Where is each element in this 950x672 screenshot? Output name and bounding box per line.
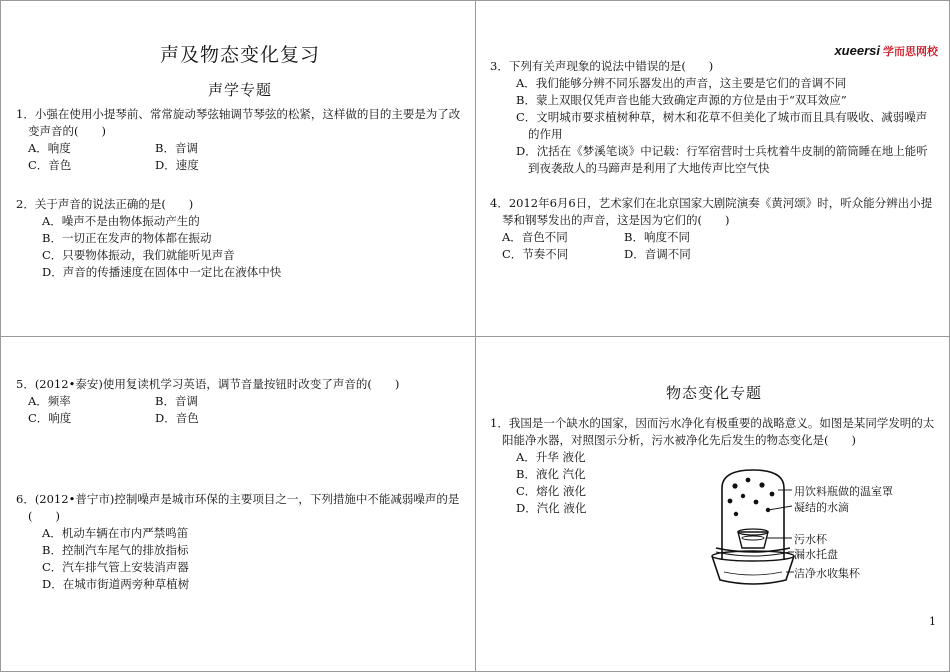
question-stem: 1．小强在使用小提琴前、常常旋动琴弦轴调节琴弦的松紧，这样做的目的主要是为了改变声音的( )	[16, 107, 461, 138]
question-stem: 4．2012年6月6日，艺术家们在北京国家大剧院演奏《黄河颂》时，听众能分辨出小提琴和钢琴发出的声音，这是因为它们的( )	[490, 196, 933, 227]
option-c: C．音色	[28, 158, 72, 172]
purifier-illustration	[708, 468, 798, 586]
option-b: B．控制汽车尾气的排放指标	[42, 543, 189, 557]
question-6	[16, 491, 464, 593]
slide-title: 声及物态变化复习	[159, 44, 320, 66]
option-c: C．熔化 液化	[516, 484, 586, 498]
option-c: C．只要物体振动，我们就能听见声音	[42, 248, 235, 262]
option-c: C．节奏不同	[502, 247, 569, 261]
option-a: A．噪声不是由物体振动产生的	[42, 214, 200, 228]
logo-text-cn: 学而思网校	[883, 46, 938, 58]
option-a: A．响度	[28, 141, 71, 155]
section-subtitle: 声学专题	[207, 81, 272, 99]
question-stem: 6．(2012•普宁市)控制噪声是城市环保的主要项目之一，下列措施中不能减弱噪声的是( )	[16, 492, 460, 523]
question-5	[16, 376, 464, 427]
question-1	[16, 106, 464, 174]
option-d: D．音色	[155, 411, 199, 425]
question-stem: 2．关于声音的说法正确的是( )	[16, 197, 194, 211]
question-stem: 5．(2012•泰安)使用复读机学习英语，调节音量按钮时改变了声音的( )	[16, 377, 400, 391]
option-b: B．音调	[155, 394, 198, 408]
page-number: 1	[929, 615, 936, 628]
option-a: A．我们能够分辨不同乐器发出的声音，这主要是它们的音调不同	[516, 76, 847, 90]
slide-1	[16, 40, 464, 281]
section-subtitle: 物态变化专题	[665, 384, 762, 402]
option-d: D．声音的传播速度在固体中一定比在液体中快	[42, 265, 282, 279]
option-d: D．汽化 液化	[516, 501, 587, 515]
question-stem: 3．下列有关声现象的说法中错误的是( )	[490, 59, 714, 73]
slide-2	[490, 58, 938, 263]
option-b: B．液化 汽化	[516, 467, 586, 481]
option-a: A．频率	[28, 394, 71, 408]
solar-purifier-diagram	[708, 468, 938, 586]
option-b: B．一切正在发声的物体都在振动	[42, 231, 212, 245]
option-c: C．文明城市要求植树种草，树木和花草不但美化了城市而且具有吸收、减弱噪声的作用	[516, 110, 928, 141]
question-2	[16, 196, 464, 281]
option-a: A．机动车辆在市内严禁鸣笛	[42, 526, 189, 540]
option-a: A．音色不同	[502, 230, 568, 244]
option-c: C．响度	[28, 411, 72, 425]
option-d: D．速度	[155, 158, 199, 172]
option-c: C．汽车排气管上安装消声器	[42, 560, 189, 574]
option-b: B．响度不同	[624, 230, 690, 244]
slide-3	[16, 376, 464, 593]
label-greenhouse-cover: 用饮料瓶做的温室罩	[794, 485, 893, 498]
horizontal-divider	[0, 336, 950, 337]
option-d: D．在城市街道两旁种草植树	[42, 577, 190, 591]
label-condensed-droplets: 凝结的水滴	[794, 501, 849, 514]
option-d: D．音调不同	[624, 247, 691, 261]
label-drip-tray: 漏水托盘	[794, 548, 838, 561]
option-b: B．音调	[155, 141, 198, 155]
option-b: B．蒙上双眼仅凭声音也能大致确定声源的方位是由于“双耳效应”	[516, 93, 847, 107]
question-4	[490, 195, 938, 263]
option-d: D．沈括在《梦溪笔谈》中记载：行军宿营时士兵枕着牛皮制的箭筒睡在地上能听到夜袭敌人的马蹄声是利用了大地传声比空气快	[516, 144, 928, 175]
label-clean-water-cup: 洁净水收集杯	[794, 567, 860, 580]
option-a: A．升华 液化	[516, 450, 586, 464]
logo-text-en: xueersi	[834, 43, 880, 58]
label-dirty-water-cup: 污水杯	[794, 533, 827, 546]
xueersi-logo	[834, 43, 938, 59]
question-3	[490, 58, 938, 177]
question-stem: 1．我国是一个缺水的国家，因而污水净化有极重要的战略意义。如图是某同学发明的太阳能净水器，对照图示分析，污水被净化先后发生的物态变化是( )	[490, 416, 935, 447]
